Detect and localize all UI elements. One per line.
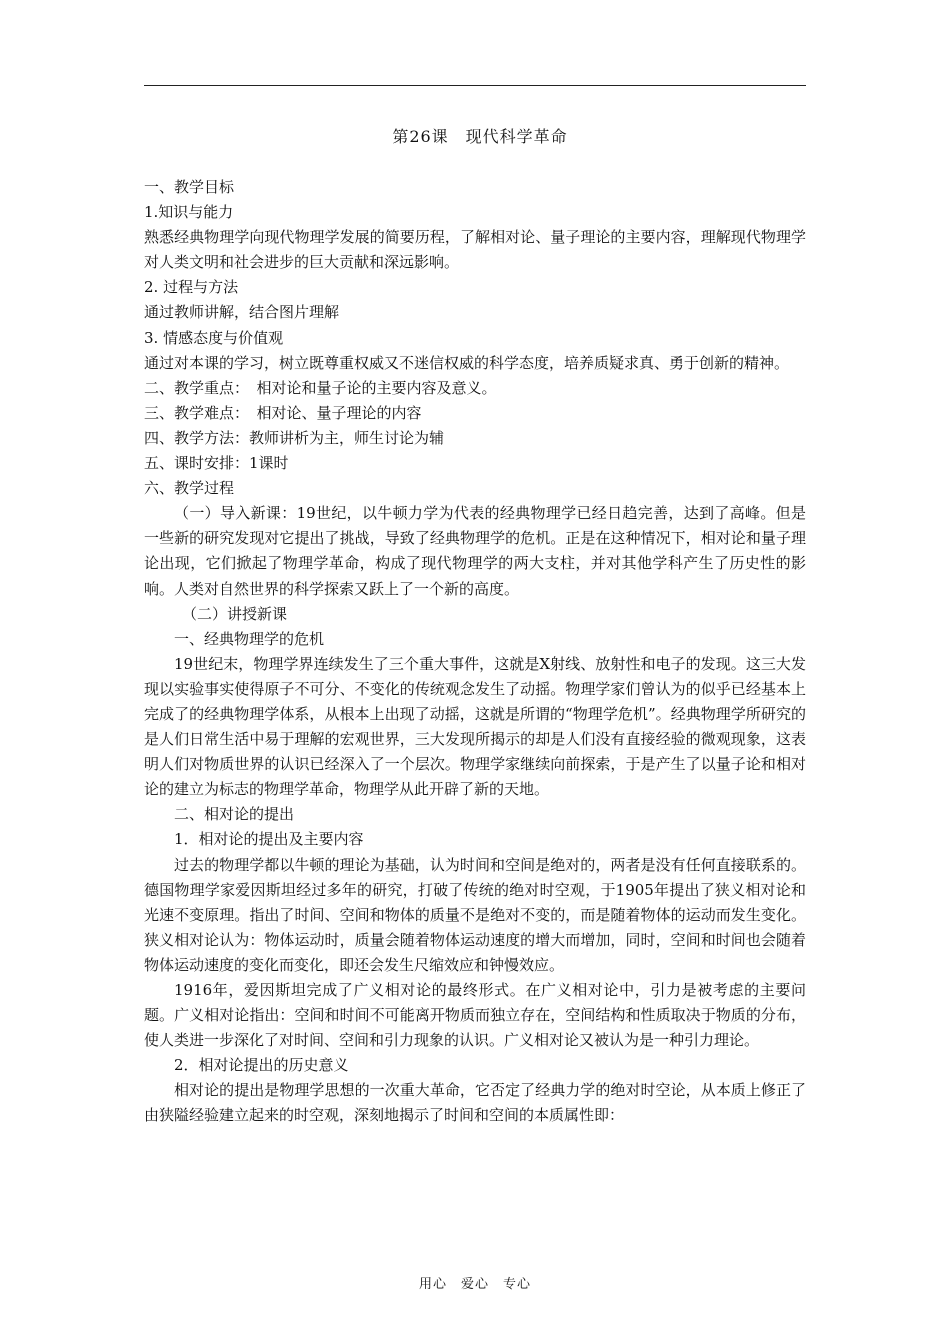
header-rule xyxy=(144,85,806,86)
body-paragraph: （一）导入新课：19世纪，以牛顿力学为代表的经典物理学已经日趋完善，达到了高峰。但是一些新的研究发现对它提出了挑战，导致了经典物理学的危机。正是在这种情况下，相对论和量子理论出现，它们掀起了物理学革命，构成了现代物理学的两大支柱，并对其他学科产生了历史性的影响。人类对自然世界的科学探索又跃上了一个新的高度。 xyxy=(144,504,806,598)
body-paragraph: 19世纪末，物理学界连续发生了三个重大事件，这就是X射线、放射性和电子的发现。这三大发现以实验事实使得原子不可分、不变化的传统观念发生了动摇。物理学家们曾认为的似乎已经基本上完成了的经典物理学体系，从根本上出现了动摇，这就是所谓的“物理学危机”。经典物理学所研究的是人们日常生活中易于理解的宏观世界，三大发现所揭示的却是人们没有直接经验的微观现象，这表明人们对物质世界的认识已经深入了一个层次。物理学家继续向前探索，于是产生了以量子论和相对论的建立为标志的物理学革命，物理学从此开辟了新的天地。 xyxy=(144,654,806,799)
body-paragraph: 相对论的提出是物理学思想的一次重大革命，它否定了经典力学的绝对时空论，从本质上修正了由狭隘经验建立起来的时空观，深刻地揭示了时间和空间的本质属性即： xyxy=(144,1081,806,1125)
document-body xyxy=(144,175,806,1129)
section-heading: 五、课时安排：1课时 xyxy=(144,454,289,473)
subsection-heading: 一、经典物理学的危机 xyxy=(174,629,325,648)
section-heading: 四、教学方法：教师讲析为主，师生讨论为辅 xyxy=(144,428,445,447)
section-heading: 三、教学难点： 相对论、量子理论的内容 xyxy=(144,403,422,422)
section-heading: 二、教学重点： 相对论和量子论的主要内容及意义。 xyxy=(144,378,497,397)
body-paragraph: 通过对本课的学习，树立既尊重权威又不迷信权威的科学态度，培养质疑求真、勇于创新的精神。 xyxy=(144,353,790,372)
body-paragraph: 熟悉经典物理学向现代物理学发展的简要历程，了解相对论、量子理论的主要内容，理解现代物理学对人类文明和社会进步的巨大贡献和深远影响。 xyxy=(144,228,806,272)
subsection-heading: （二）讲授新课 xyxy=(182,604,288,623)
section-heading: 一、教学目标 xyxy=(144,178,235,196)
subsection-heading: 2. 过程与方法 xyxy=(144,278,239,297)
subsection-heading: 1．相对论的提出及主要内容 xyxy=(174,830,364,849)
subsection-heading: 3. 情感态度与价值观 xyxy=(144,328,284,347)
body-paragraph: 1916年，爱因斯坦完成了广义相对论的最终形式。在广义相对论中，引力是被考虑的主要问题。广义相对论指出：空间和时间不可能离开物质而独立存在，空间结构和性质取决于物质的分布，使人类进一步深化了对时间、空间和引力现象的认识。广义相对论又被认为是一种引力理论。 xyxy=(144,981,806,1050)
page-footer: 用心 爱心 专心 xyxy=(418,1277,531,1292)
subsection-heading: 2．相对论提出的历史意义 xyxy=(174,1056,349,1075)
body-paragraph: 过去的物理学都以牛顿的理论为基础，认为时间和空间是绝对的，两者是没有任何直接联系的。德国物理学家爱因斯坦经过多年的研究，打破了传统的绝对时空观，于1905年提出了狭义相对论和光速不变原理。指出了时间、空间和物体的质量不是绝对不变的，而是随着物体的运动而发生变化。狭义相对论认为：物体运动时，质量会随着物体运动速度的增大而增加，同时，空间和时间也会随着物体运动速度的变化而变化，即还会发生尺缩效应和钟慢效应。 xyxy=(144,855,806,974)
body-paragraph: 通过教师讲解，结合图片理解 xyxy=(144,303,340,322)
subsection-heading: 1.知识与能力 xyxy=(144,203,234,222)
lesson-title: 第26课 现代科学革命 xyxy=(392,127,568,146)
section-heading: 六、教学过程 xyxy=(144,479,235,498)
subsection-heading: 二、相对论的提出 xyxy=(174,805,295,824)
